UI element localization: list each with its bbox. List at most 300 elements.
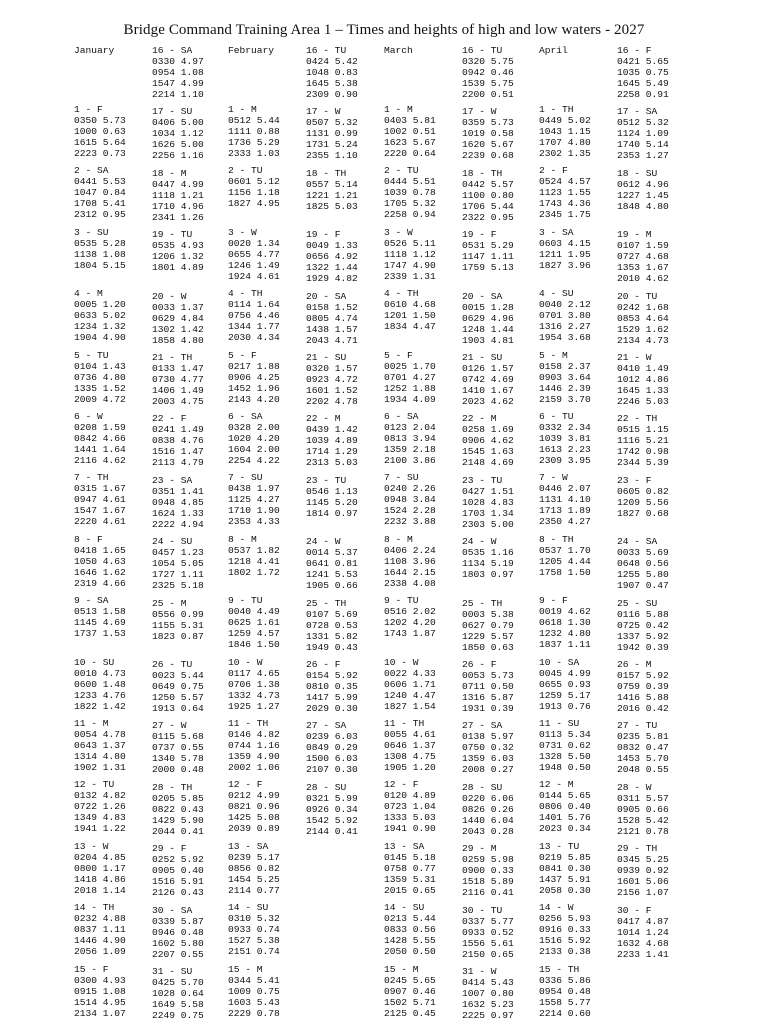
tide-reading: 0643 1.37 [74,740,126,751]
tide-reading: 1333 5.03 [384,812,436,824]
tide-reading: 1708 5.41 [74,198,126,210]
day-header: 3 - W [384,226,413,238]
tide-reading: 2126 0.43 [152,887,204,899]
tide-reading: 0933 0.52 [462,926,514,938]
tide-reading: 0418 1.65 [74,544,126,556]
tide-reading: 1903 4.81 [462,334,514,346]
day-header: 14 - SU [228,902,269,914]
day-entry [462,45,514,100]
tide-reading: 0512 5.44 [228,115,280,126]
tide-reading: 1542 5.92 [306,814,358,826]
tide-reading: 0756 4.46 [228,310,280,322]
month-heading: April [539,45,568,56]
tide-reading: 1155 5.31 [152,619,204,631]
tide-reading: 2220 4.61 [74,516,126,528]
tide-reading: 2023 4.62 [462,396,514,407]
day-header: 20 - SA [306,290,347,302]
tide-reading: 0923 4.72 [306,374,358,385]
day-header: 8 - TH [539,533,574,545]
tide-reading: 1202 4.20 [384,617,436,629]
tide-reading: 0526 5.11 [384,237,436,249]
tide-reading: 1349 4.83 [74,812,126,824]
tide-reading: 2258 0.91 [617,89,669,100]
tide-reading: 1556 5.61 [462,937,514,949]
day-entry [152,291,204,346]
tide-reading: 1050 4.63 [74,555,126,567]
day-entry [462,782,514,837]
day-entry [152,843,204,898]
tide-reading: 1332 4.73 [228,689,280,701]
day-header: 8 - M [384,533,413,545]
tide-reading: 0107 1.59 [617,240,669,252]
day-entry [617,536,669,591]
day-entry [306,168,358,212]
tide-reading: 2322 0.95 [462,211,514,223]
tide-reading: 0730 4.77 [152,374,204,385]
day-header: 5 - TU [74,349,109,361]
day-entry [617,905,669,960]
day-header: 22 - M [462,413,497,425]
day-entry [152,598,204,642]
tide-reading: 0425 5.70 [152,977,204,988]
tide-reading: 0625 1.61 [228,617,280,629]
tide-reading: 0939 0.92 [617,865,669,877]
day-header: 10 - SA [539,656,580,668]
tide-reading: 0439 1.42 [306,424,358,436]
tide-reading: 1009 0.75 [228,985,280,997]
day-header: 11 - SU [539,718,580,729]
day-entry [384,104,436,159]
day-entry [462,168,514,223]
tide-reading: 0837 1.11 [74,924,126,936]
tide-reading: 0213 5.44 [384,913,436,925]
tide-reading: 2258 0.94 [384,209,436,221]
tide-reading: 2043 0.28 [462,825,514,837]
day-entry [306,475,358,519]
tide-reading: 0813 3.94 [384,433,436,444]
tide-reading: 0900 0.33 [462,865,514,877]
tide-reading: 1929 4.82 [306,273,358,285]
day-entry [384,841,436,896]
tide-reading: 2229 0.78 [228,1007,280,1019]
day-header: 6 - SA [384,411,419,422]
tide-reading: 1822 1.42 [74,700,126,712]
tide-reading: 0116 5.88 [617,608,669,620]
tide-reading: 2345 1.75 [539,209,591,221]
tide-reading: 1344 1.77 [228,321,280,333]
day-header: 18 - M [152,167,187,179]
tide-reading: 0259 5.98 [462,854,514,866]
tide-reading: 1529 1.62 [617,323,669,335]
day-header: 1 - M [384,104,413,115]
day-entry [74,534,126,589]
day-entry [74,779,126,834]
day-header: 25 - TH [462,597,503,609]
tide-reading: 1454 5.25 [228,873,280,885]
day-entry [462,536,514,580]
tide-reading: 0020 1.34 [228,237,280,249]
day-entry [228,718,280,773]
tide-reading: 0447 4.99 [152,178,204,190]
tide-reading: 1601 5.06 [617,876,669,888]
tide-reading: 1502 5.71 [384,996,436,1008]
tide-reading: 1848 4.80 [617,200,669,212]
tide-reading: 2015 0.65 [384,884,436,896]
tide-reading: 0441 5.53 [74,176,126,188]
tide-reading: 2309 3.95 [539,455,591,466]
tide-reading: 0537 1.70 [539,544,591,556]
tide-reading: 0003 5.38 [462,608,514,620]
tide-reading: 2338 4.08 [384,577,436,589]
day-entry [384,595,436,639]
tide-reading: 2312 0.95 [74,209,126,221]
tide-reading: 1406 1.49 [152,385,204,396]
tide-reading: 0345 5.25 [617,854,669,866]
day-header: 26 - F [462,659,497,670]
day-entry [384,472,436,527]
day-header: 17 - SA [617,106,658,118]
day-entry [384,779,436,834]
tide-reading: 1834 4.47 [384,321,436,333]
tide-reading: 0242 1.68 [617,301,669,313]
tide-reading: 1437 5.91 [539,873,591,885]
tide-reading: 0750 0.32 [462,742,514,754]
tide-reading: 0144 5.65 [539,790,591,802]
tide-reading: 0838 4.76 [152,435,204,447]
day-entry [617,229,669,284]
tide-reading: 1743 1.87 [384,628,436,640]
day-entry [152,659,204,714]
day-header: 16 - SA [152,45,193,56]
tide-reading: 0806 0.40 [539,801,591,813]
tide-reading: 1002 0.51 [384,126,436,137]
day-header: 3 - SU [74,226,109,238]
tide-reading: 2159 3.70 [539,393,591,405]
tide-reading: 1446 4.90 [74,935,126,947]
tide-reading: 2116 0.41 [462,887,514,899]
tide-reading: 1626 5.00 [152,139,204,151]
tide-reading: 1259 5.17 [539,689,591,701]
tide-reading: 2008 0.27 [462,764,514,776]
tide-reading: 0832 0.47 [617,742,669,754]
tide-reading: 2048 0.55 [617,764,669,776]
day-header: 27 - SA [306,720,347,732]
tide-reading: 2107 0.30 [306,764,358,776]
tide-reading: 0311 5.57 [617,792,669,804]
day-header: 24 - W [306,536,341,548]
day-header: 4 - TH [228,288,263,300]
tide-reading: 0145 5.18 [384,851,436,863]
day-entry [152,905,204,960]
tide-reading: 0841 0.30 [539,862,591,874]
tide-reading: 1710 4.96 [152,200,204,212]
day-header: 26 - TU [152,659,193,670]
day-entry [306,352,358,407]
day-header: 16 - F [617,45,652,56]
tide-reading: 1902 1.31 [74,762,126,773]
tide-reading: 1731 5.24 [306,139,358,151]
tide-reading: 0219 5.85 [539,851,591,863]
tide-reading: 1039 4.89 [306,435,358,447]
tide-reading: 2010 4.62 [617,273,669,285]
day-header: 20 - TU [617,290,658,302]
day-header: 11 - TH [228,718,269,729]
day-header: 20 - W [152,290,187,302]
day-header: 29 - M [462,843,497,855]
tide-reading: 0905 0.40 [152,865,204,877]
tide-reading: 2214 0.60 [539,1007,591,1019]
tide-reading: 1131 0.99 [306,128,358,140]
tide-reading: 1229 5.57 [462,630,514,642]
tide-reading: 0351 1.41 [152,485,204,497]
tide-reading: 1803 0.97 [462,569,514,581]
day-header: 1 - TH [539,104,574,115]
day-entry [539,104,591,159]
tide-reading: 0019 4.62 [539,606,591,618]
tide-reading: 0906 4.62 [462,435,514,447]
tide-reading: 0903 3.64 [539,371,591,383]
tide-reading: 1516 5.92 [539,935,591,947]
tide-reading: 0239 5.17 [228,851,280,863]
tide-reading: 2313 5.03 [306,457,358,469]
day-header: 2 - TU [384,165,419,177]
tide-reading: 0905 0.66 [617,803,669,815]
tide-reading: 1913 0.64 [152,703,204,714]
tide-reading: 1131 4.10 [539,494,591,506]
day-header: 22 - M [306,413,341,425]
day-header: 27 - TU [617,720,658,732]
tide-reading: 2249 0.75 [152,1010,204,1021]
day-header: 18 - TH [462,167,503,179]
day-entry [617,45,669,100]
tide-reading: 1429 5.90 [152,814,204,826]
tide-reading: 1048 0.83 [306,67,358,78]
day-entry [539,350,591,405]
tide-reading: 0446 2.07 [539,483,591,495]
day-header: 17 - SU [152,106,193,118]
tide-reading: 0758 0.77 [384,862,436,874]
tide-reading: 0330 4.97 [152,56,204,67]
tide-reading: 1118 1.12 [384,248,436,260]
day-entry [384,227,436,282]
tide-reading: 1116 5.21 [617,435,669,447]
day-header: 7 - SU [228,472,263,484]
tide-reading: 0427 1.51 [462,485,514,497]
day-header: 3 - W [228,226,257,238]
tide-reading: 1124 1.09 [617,128,669,140]
tide-reading: 0053 5.73 [462,670,514,681]
tide-reading: 1905 1.20 [384,762,436,773]
tide-reading: 1942 0.39 [617,641,669,653]
tide-reading: 0546 1.13 [306,485,358,497]
tide-reading: 0010 4.73 [74,667,126,679]
tide-reading: 1446 2.39 [539,382,591,394]
day-entry [306,598,358,653]
tide-reading: 1328 5.50 [539,751,591,762]
tide-reading: 0245 5.65 [384,974,436,986]
day-header: 28 - W [617,781,652,793]
tide-reading: 2223 0.73 [74,148,126,159]
tide-reading: 0336 5.86 [539,974,591,986]
day-header: 28 - SU [462,781,503,793]
day-header: 27 - SA [462,720,503,732]
tide-reading: 1545 1.63 [462,446,514,458]
tide-reading: 0208 1.59 [74,422,126,433]
day-header: 11 - M [74,718,109,729]
tide-reading: 0821 0.96 [228,801,280,813]
tide-reading: 1759 5.13 [462,262,514,274]
day-entry [617,475,669,519]
tide-reading: 2156 1.07 [617,887,669,899]
day-header: 12 - M [539,779,574,791]
tide-reading: 2222 4.94 [152,518,204,530]
tide-reading: 1316 2.27 [539,321,591,333]
tide-reading: 1850 0.63 [462,641,514,653]
day-entry [539,534,591,578]
tide-reading: 0805 4.74 [306,312,358,324]
day-entry [539,779,591,834]
tide-reading: 1410 1.67 [462,385,514,396]
tide-reading: 1801 4.89 [152,262,204,274]
tide-reading: 1241 5.53 [306,569,358,581]
day-header: 31 - SU [152,966,193,977]
day-entry [228,841,280,896]
tide-reading: 0744 1.16 [228,740,280,751]
tide-reading: 0822 0.43 [152,803,204,815]
tide-reading: 0104 1.43 [74,360,126,372]
tide-reading: 2151 0.74 [228,946,280,958]
day-entry [74,472,126,527]
tide-reading: 2100 3.86 [384,455,436,466]
tide-reading: 2003 4.75 [152,396,204,407]
tide-reading: 1359 4.90 [228,751,280,762]
tide-reading: 1558 5.77 [539,996,591,1008]
tide-reading: 2016 0.42 [617,703,669,714]
tide-reading: 2341 1.26 [152,211,204,223]
day-entry [384,902,436,957]
tide-reading: 1034 1.12 [152,128,204,140]
tide-reading: 0040 4.49 [228,606,280,618]
day-header: 21 - SU [306,352,347,363]
day-entry [306,229,358,284]
tide-reading: 1524 2.28 [384,505,436,517]
day-header: 30 - TU [462,904,503,916]
day-entry [539,472,591,527]
tide-reading: 0535 5.28 [74,237,126,249]
tide-reading: 1020 4.20 [228,433,280,444]
day-entry [152,720,204,775]
tide-reading: 1438 1.57 [306,323,358,335]
day-header: 10 - W [228,656,263,668]
page-title: Bridge Command Training Area 1 – Times and heights of high and low waters - 2027 [123,22,645,38]
tide-reading: 1632 5.23 [462,999,514,1010]
tide-reading: 2056 1.09 [74,946,126,958]
tide-reading: 2202 4.78 [306,396,358,407]
tide-reading: 1201 1.50 [384,310,436,322]
tide-reading: 0737 0.55 [152,742,204,754]
tide-reading: 2254 4.22 [228,455,280,466]
tide-reading: 0054 4.78 [74,729,126,740]
tide-reading: 0457 1.23 [152,547,204,559]
tide-reading: 0320 1.57 [306,363,358,374]
tide-reading: 2303 5.00 [462,518,514,530]
tide-reading: 0406 5.00 [152,117,204,129]
tide-reading: 1516 1.47 [152,446,204,458]
tide-reading: 1353 1.67 [617,262,669,274]
tide-reading: 1039 0.78 [384,187,436,199]
day-header: 24 - SA [617,536,658,548]
tide-reading: 0205 5.85 [152,792,204,804]
tide-reading: 0015 1.28 [462,301,514,313]
day-entry [462,106,514,161]
tide-reading: 0722 1.26 [74,801,126,813]
day-entry [462,229,514,273]
day-header: 19 - F [462,229,497,241]
tide-reading: 1603 5.43 [228,996,280,1008]
tide-reading: 1259 4.57 [228,628,280,640]
tide-reading: 0629 4.96 [462,312,514,324]
tide-reading: 0040 2.12 [539,299,591,311]
tide-reading: 1613 2.23 [539,444,591,455]
tide-reading: 0449 5.02 [539,115,591,126]
day-entry [539,964,591,1019]
tide-reading: 1742 0.98 [617,446,669,458]
day-entry [152,168,204,223]
tide-reading: 0438 1.97 [228,483,280,495]
tide-reading: 0315 1.67 [74,483,126,495]
tide-reading: 0444 5.51 [384,176,436,188]
tide-reading: 0403 5.81 [384,115,436,126]
tide-reading: 0113 5.34 [539,729,591,740]
tide-reading: 1248 1.44 [462,323,514,335]
day-header: 10 - SU [74,656,115,668]
tide-reading: 0915 1.08 [74,985,126,997]
tide-reading: 1359 2.18 [384,444,436,455]
tide-reading: 1221 1.21 [306,189,358,201]
day-header: 14 - TH [74,902,115,914]
tide-reading: 1250 5.57 [152,692,204,703]
tide-reading: 1905 0.66 [306,580,358,592]
tide-reading: 0321 5.99 [306,792,358,804]
day-entry [306,45,358,100]
tide-reading: 1156 1.18 [228,187,280,199]
tide-reading: 0421 5.65 [617,56,669,67]
day-header: 13 - SA [384,840,425,852]
tide-reading: 0641 0.81 [306,558,358,570]
day-entry [228,350,280,405]
tide-reading: 2030 4.34 [228,332,280,344]
tide-reading: 2116 4.62 [74,455,126,466]
tide-reading: 0948 3.84 [384,494,436,506]
tide-reading: 2319 4.66 [74,577,126,589]
day-header: 21 - TH [152,352,193,363]
day-entry [617,843,669,898]
tide-reading: 0618 1.30 [539,617,591,629]
tide-reading: 2232 3.88 [384,516,436,528]
day-entry [617,106,669,161]
tide-reading: 0410 1.49 [617,363,669,374]
tide-reading: 0157 5.92 [617,670,669,681]
tide-reading: 0826 0.26 [462,803,514,815]
tide-reading: 0023 5.44 [152,670,204,681]
tide-reading: 0158 1.52 [306,301,358,313]
tide-reading: 1417 5.99 [306,692,358,703]
tide-reading: 1646 1.62 [74,566,126,578]
tide-reading: 0842 4.66 [74,433,126,444]
tide-reading: 2309 0.90 [306,89,358,100]
day-entry [539,902,591,957]
tide-reading: 2246 5.03 [617,396,669,407]
